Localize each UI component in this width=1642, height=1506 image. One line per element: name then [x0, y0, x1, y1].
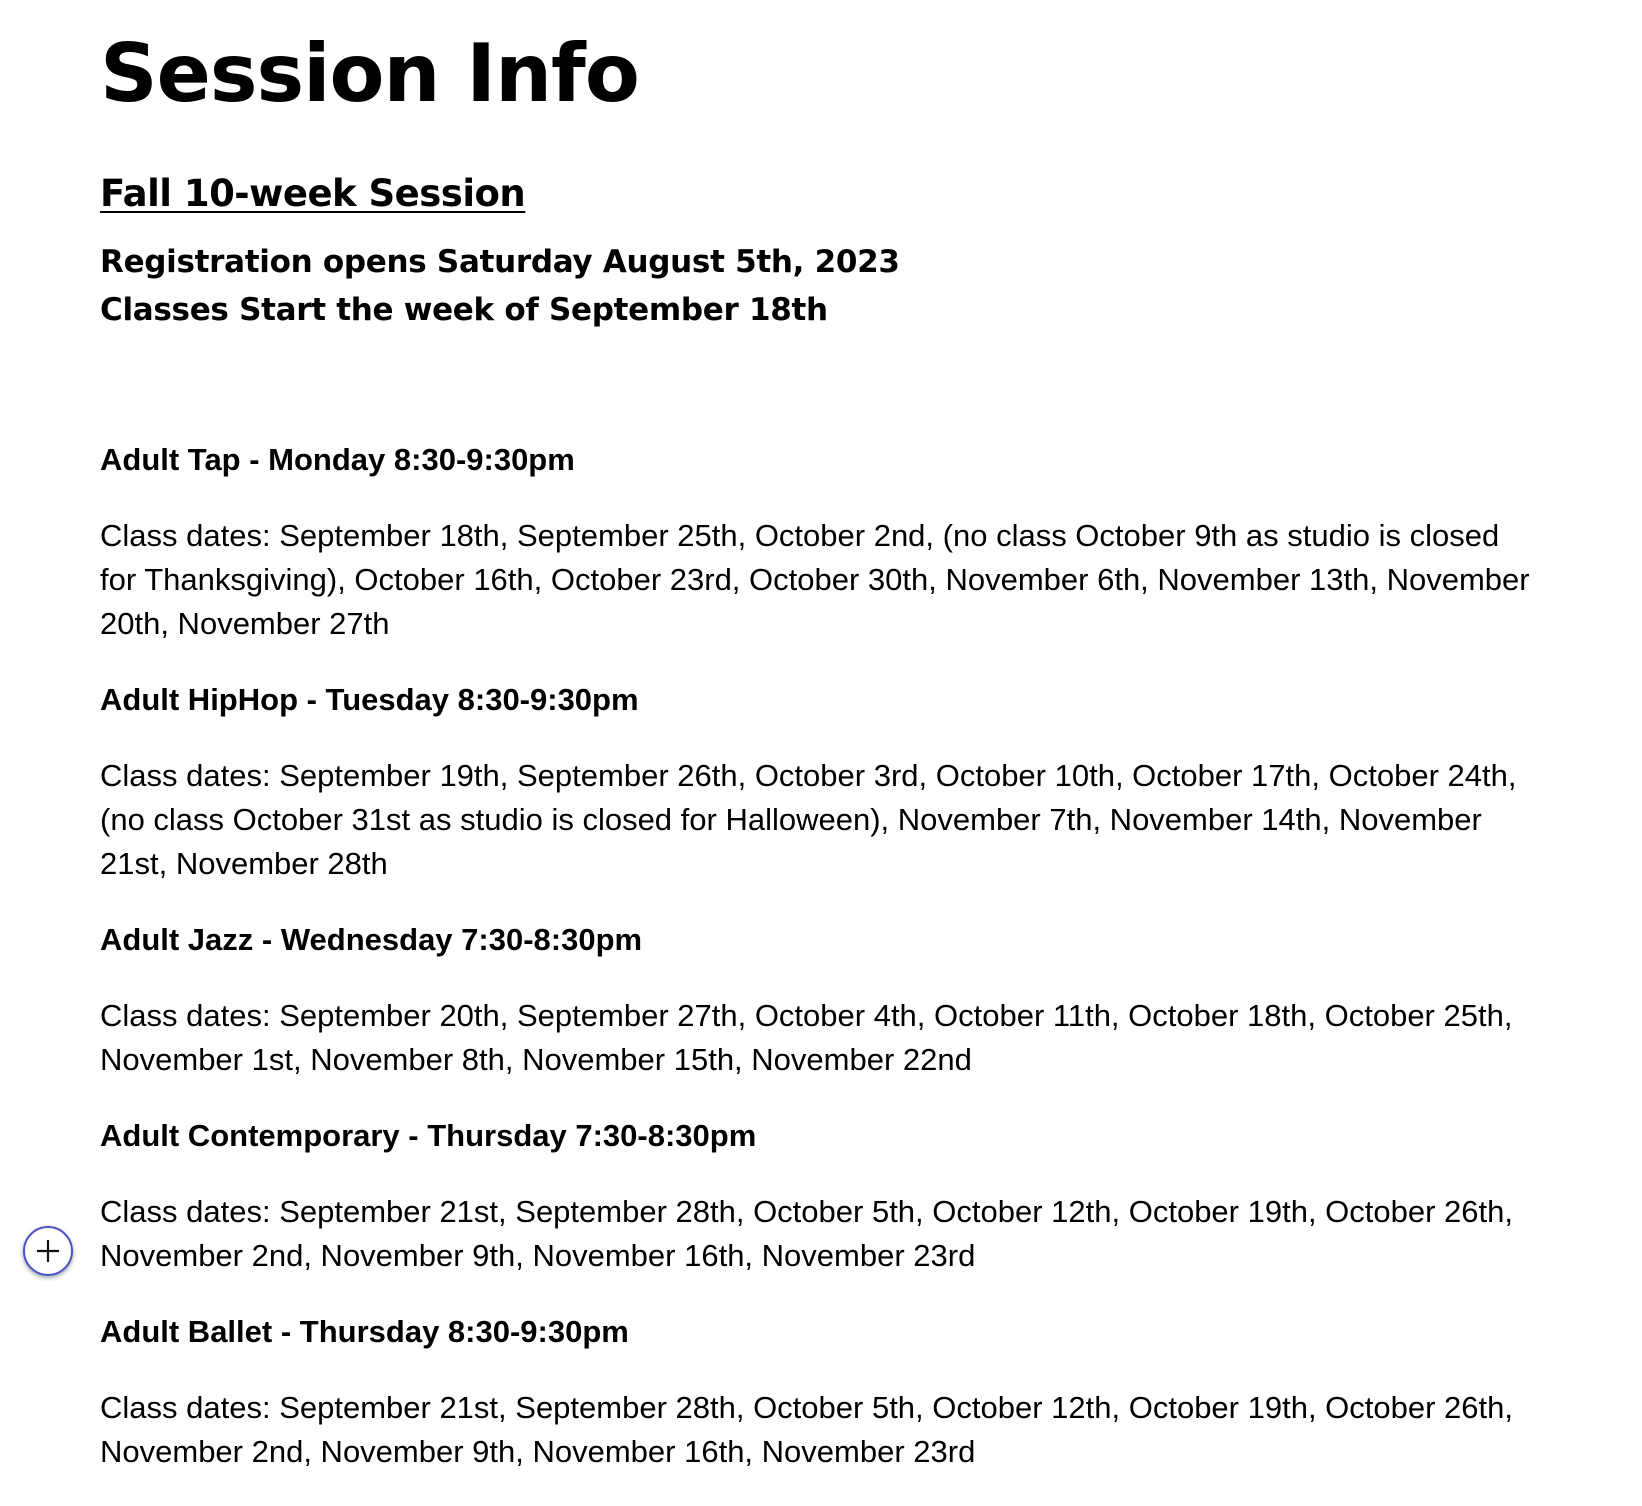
class-dates: Class dates: September 19th, September 26th, October 3rd, October 10th, October 17th, October 24th, (no class October 31st as studio is closed for Halloween), November 7th, November 14th, November 21st, November 28th: [100, 758, 1517, 881]
class-item-ballet: [100, 1310, 1580, 1474]
class-list: [100, 438, 1580, 1474]
class-title: Adult Tap - Monday 8:30-9:30pm: [100, 442, 575, 477]
class-dates: Class dates: September 20th, September 27th, October 4th, October 11th, October 18th, October 25th, November 1st, November 8th, November 15th, November 22nd: [100, 998, 1513, 1077]
add-block-button[interactable]: [23, 1226, 73, 1276]
class-dates: Class dates: September 21st, September 28th, October 5th, October 12th, October 19th, October 26th, November 2nd, November 9th, November 16th, November 23rd: [100, 1194, 1513, 1273]
page-title: Session Info: [100, 27, 639, 120]
class-title: Adult Contemporary - Thursday 7:30-8:30pm: [100, 1118, 757, 1153]
class-item-hiphop: [100, 678, 1580, 886]
class-title: Adult Jazz - Wednesday 7:30-8:30pm: [100, 922, 643, 957]
session-heading: Fall 10-week Session: [100, 172, 526, 215]
page-content: [100, 0, 1580, 1506]
plus-icon: [35, 1238, 61, 1264]
registration-info: [100, 238, 1580, 334]
registration-date: Registration opens Saturday August 5th, 2023: [100, 244, 900, 280]
class-item-contemporary: [100, 1114, 1580, 1278]
class-item-tap: [100, 438, 1580, 646]
class-item-jazz: [100, 918, 1580, 1082]
class-dates: Class dates: September 18th, September 25th, October 2nd, (no class October 9th as studio is closed for Thanksgiving), October 16th, October 23rd, October 30th, November 6th, November 13th, November 20th, November 27th: [100, 518, 1530, 641]
class-title: Adult Ballet - Thursday 8:30-9:30pm: [100, 1314, 629, 1349]
class-title: Adult HipHop - Tuesday 8:30-9:30pm: [100, 682, 639, 717]
class-dates: Class dates: September 21st, September 28th, October 5th, October 12th, October 19th, October 26th, November 2nd, November 9th, November 16th, November 23rd: [100, 1390, 1513, 1469]
classes-start-date: Classes Start the week of September 18th: [100, 292, 828, 328]
